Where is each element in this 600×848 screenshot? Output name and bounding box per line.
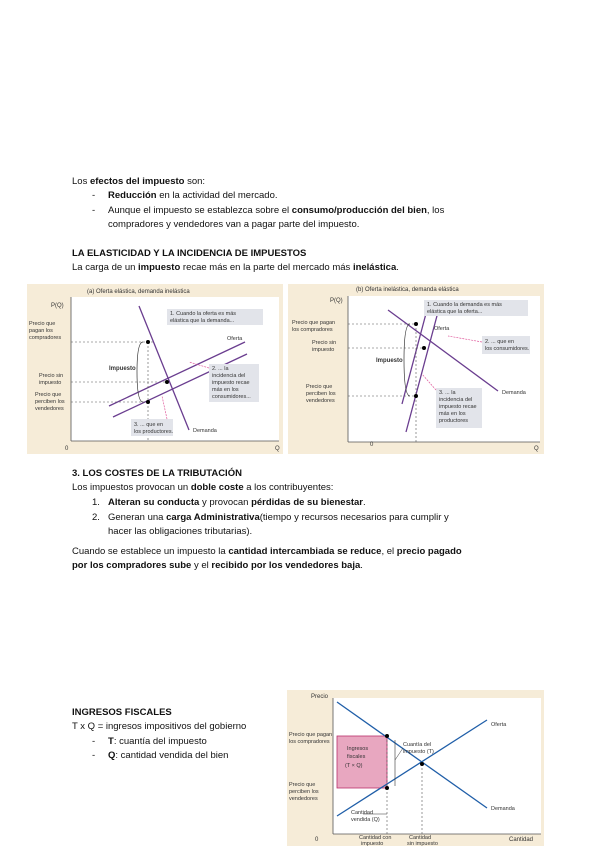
svg-text:consumidores...: consumidores... (212, 394, 251, 400)
costs-item-1: Alteran su conducta y provocan pérdidas de su bienestar. (108, 497, 366, 508)
svg-text:3. ... la: 3. ... la (439, 390, 456, 396)
intro-item-2-line2: compradores y vendedores van a pagar parte del impuesto. (108, 219, 360, 230)
elasticity-paragraph: La carga de un impuesto recae más en la parte del mercado más inelástica. (72, 262, 399, 273)
svg-text:perciben los: perciben los (306, 391, 336, 397)
costs-item-2: Generan una carga Administrativa(tiempo y recursos necesarios para cumplir y (108, 512, 449, 523)
svg-text:perciben los: perciben los (35, 399, 65, 405)
revenue-item-1: T: cuantía del impuesto (108, 736, 207, 747)
svg-text:2. ... que en: 2. ... que en (485, 339, 515, 345)
costs-item-2-line2: hacer las obligaciones tributarias). (108, 526, 253, 537)
svg-text:impuesto recae: impuesto recae (212, 380, 250, 386)
svg-text:Demanda: Demanda (491, 806, 515, 812)
svg-text:P(Q): P(Q) (51, 303, 64, 309)
svg-text:Precio que pagan: Precio que pagan (292, 320, 336, 326)
costs-conclusion-line2: por los compradores sube y el recibido por los vendedores baja. (72, 560, 363, 571)
svg-text:Precio: Precio (311, 694, 329, 700)
svg-text:Precio que: Precio que (29, 321, 56, 327)
svg-text:Oferta: Oferta (491, 722, 507, 728)
figure-elastic-supply (27, 284, 283, 454)
svg-text:elástica que la demanda...: elástica que la demanda... (170, 318, 235, 324)
intro-item-dash: - (92, 190, 96, 201)
svg-text:Precio que: Precio que (35, 392, 62, 398)
svg-text:0: 0 (315, 837, 319, 843)
intro-line: Los efectos del impuesto son: (72, 176, 206, 187)
elasticity-heading: LA ELASTICIDAD Y LA INCIDENCIA DE IMPUESTOS (72, 248, 307, 259)
svg-text:los compradores: los compradores (289, 739, 330, 745)
svg-text:impuesto (T): impuesto (T) (403, 749, 434, 755)
svg-text:incidencia del: incidencia del (439, 397, 473, 403)
svg-text:los consumidores.: los consumidores. (485, 346, 530, 352)
svg-text:2. ... la: 2. ... la (212, 366, 229, 372)
svg-text:Cantidad con: Cantidad con (359, 835, 392, 841)
figure-inelastic-supply (288, 284, 544, 454)
intro-item-1: Reducción en la actividad del mercado. (108, 190, 278, 201)
revenue-box (337, 736, 387, 788)
costs-paragraph: Los impuestos provocan un doble coste a los contribuyentes: (72, 482, 334, 493)
intro-item-2: Aunque el impuesto se establezca sobre el consumo/producción del bien, los (108, 205, 445, 216)
svg-text:Demanda: Demanda (193, 428, 217, 434)
svg-text:Demanda: Demanda (502, 390, 526, 396)
svg-text:incidencia del: incidencia del (212, 373, 246, 379)
svg-text:1. Cuando la oferta es más: 1. Cuando la oferta es más (170, 311, 237, 317)
costs-heading: 3. LOS COSTES DE LA TRIBUTACIÓN (72, 468, 242, 479)
svg-text:Q: Q (534, 446, 539, 452)
revenue-item-dash: - (92, 750, 96, 761)
revenue-formula: T x Q = ingresos impositivos del gobierno (72, 721, 247, 732)
fig-title: (a) Oferta elástica, demanda inelástica (87, 289, 190, 295)
svg-text:vendedores: vendedores (306, 398, 335, 404)
svg-text:0: 0 (370, 442, 374, 448)
svg-text:Ingresos: Ingresos (347, 746, 369, 752)
svg-text:0: 0 (65, 446, 69, 452)
svg-text:impuesto: impuesto (361, 841, 384, 846)
svg-text:los compradores: los compradores (292, 327, 333, 333)
svg-text:Cantidad: Cantidad (409, 835, 432, 841)
revenue-item-dash: - (92, 736, 96, 747)
svg-text:Impuesto: Impuesto (376, 358, 403, 364)
svg-text:Oferta: Oferta (434, 326, 450, 332)
svg-text:elástica que la oferta...: elástica que la oferta... (427, 309, 483, 315)
svg-text:Precio que: Precio que (289, 782, 316, 788)
svg-text:pagan los: pagan los (29, 328, 53, 334)
svg-text:impuesto: impuesto (312, 347, 335, 353)
svg-text:más en los: más en los (439, 411, 466, 417)
svg-text:Impuesto: Impuesto (109, 366, 136, 372)
svg-text:fiscales: fiscales (347, 754, 366, 760)
svg-text:Precio sin: Precio sin (39, 373, 64, 379)
svg-text:Cuantía del: Cuantía del (403, 742, 432, 748)
svg-text:P(Q): P(Q) (330, 298, 343, 304)
costs-item-number: 2. (92, 512, 100, 523)
svg-text:Q: Q (275, 446, 280, 452)
svg-text:Precio sin: Precio sin (312, 340, 337, 346)
svg-text:Precio que: Precio que (306, 384, 333, 390)
svg-text:Oferta: Oferta (227, 336, 243, 342)
svg-text:sin impuesto: sin impuesto (407, 841, 438, 846)
svg-text:impuesto recae: impuesto recae (439, 404, 477, 410)
svg-text:más en los: más en los (212, 387, 239, 393)
svg-text:impuesto: impuesto (39, 380, 62, 386)
svg-text:vendida (Q): vendida (Q) (351, 817, 380, 823)
svg-text:1. Cuando la demanda es más: 1. Cuando la demanda es más (427, 302, 502, 308)
figure-tax-revenue (287, 690, 544, 846)
intro-item-dash: - (92, 205, 96, 216)
svg-text:perciben los: perciben los (289, 789, 319, 795)
svg-text:(T × Q): (T × Q) (345, 763, 363, 769)
svg-text:Cantidad: Cantidad (509, 837, 534, 843)
revenue-heading: INGRESOS FISCALES (72, 707, 172, 718)
svg-text:Cantidad: Cantidad (351, 810, 374, 816)
svg-text:vendedores: vendedores (289, 796, 318, 802)
costs-item-number: 1. (92, 497, 100, 508)
svg-text:Precio que pagan: Precio que pagan (289, 732, 333, 738)
revenue-item-2: Q: cantidad vendida del bien (108, 750, 229, 761)
svg-text:3. ... que en: 3. ... que en (134, 422, 164, 428)
svg-text:vendedores: vendedores (35, 406, 64, 412)
svg-text:los productores.: los productores. (134, 429, 174, 435)
svg-text:productores: productores (439, 418, 469, 424)
svg-text:compradores: compradores (29, 335, 62, 341)
svg-text:(b) Oferta inelástica, demanda: (b) Oferta inelástica, demanda elástica (356, 287, 459, 293)
costs-conclusion: Cuando se establece un impuesto la cantidad intercambiada se reduce, el precio pagado (72, 546, 462, 557)
